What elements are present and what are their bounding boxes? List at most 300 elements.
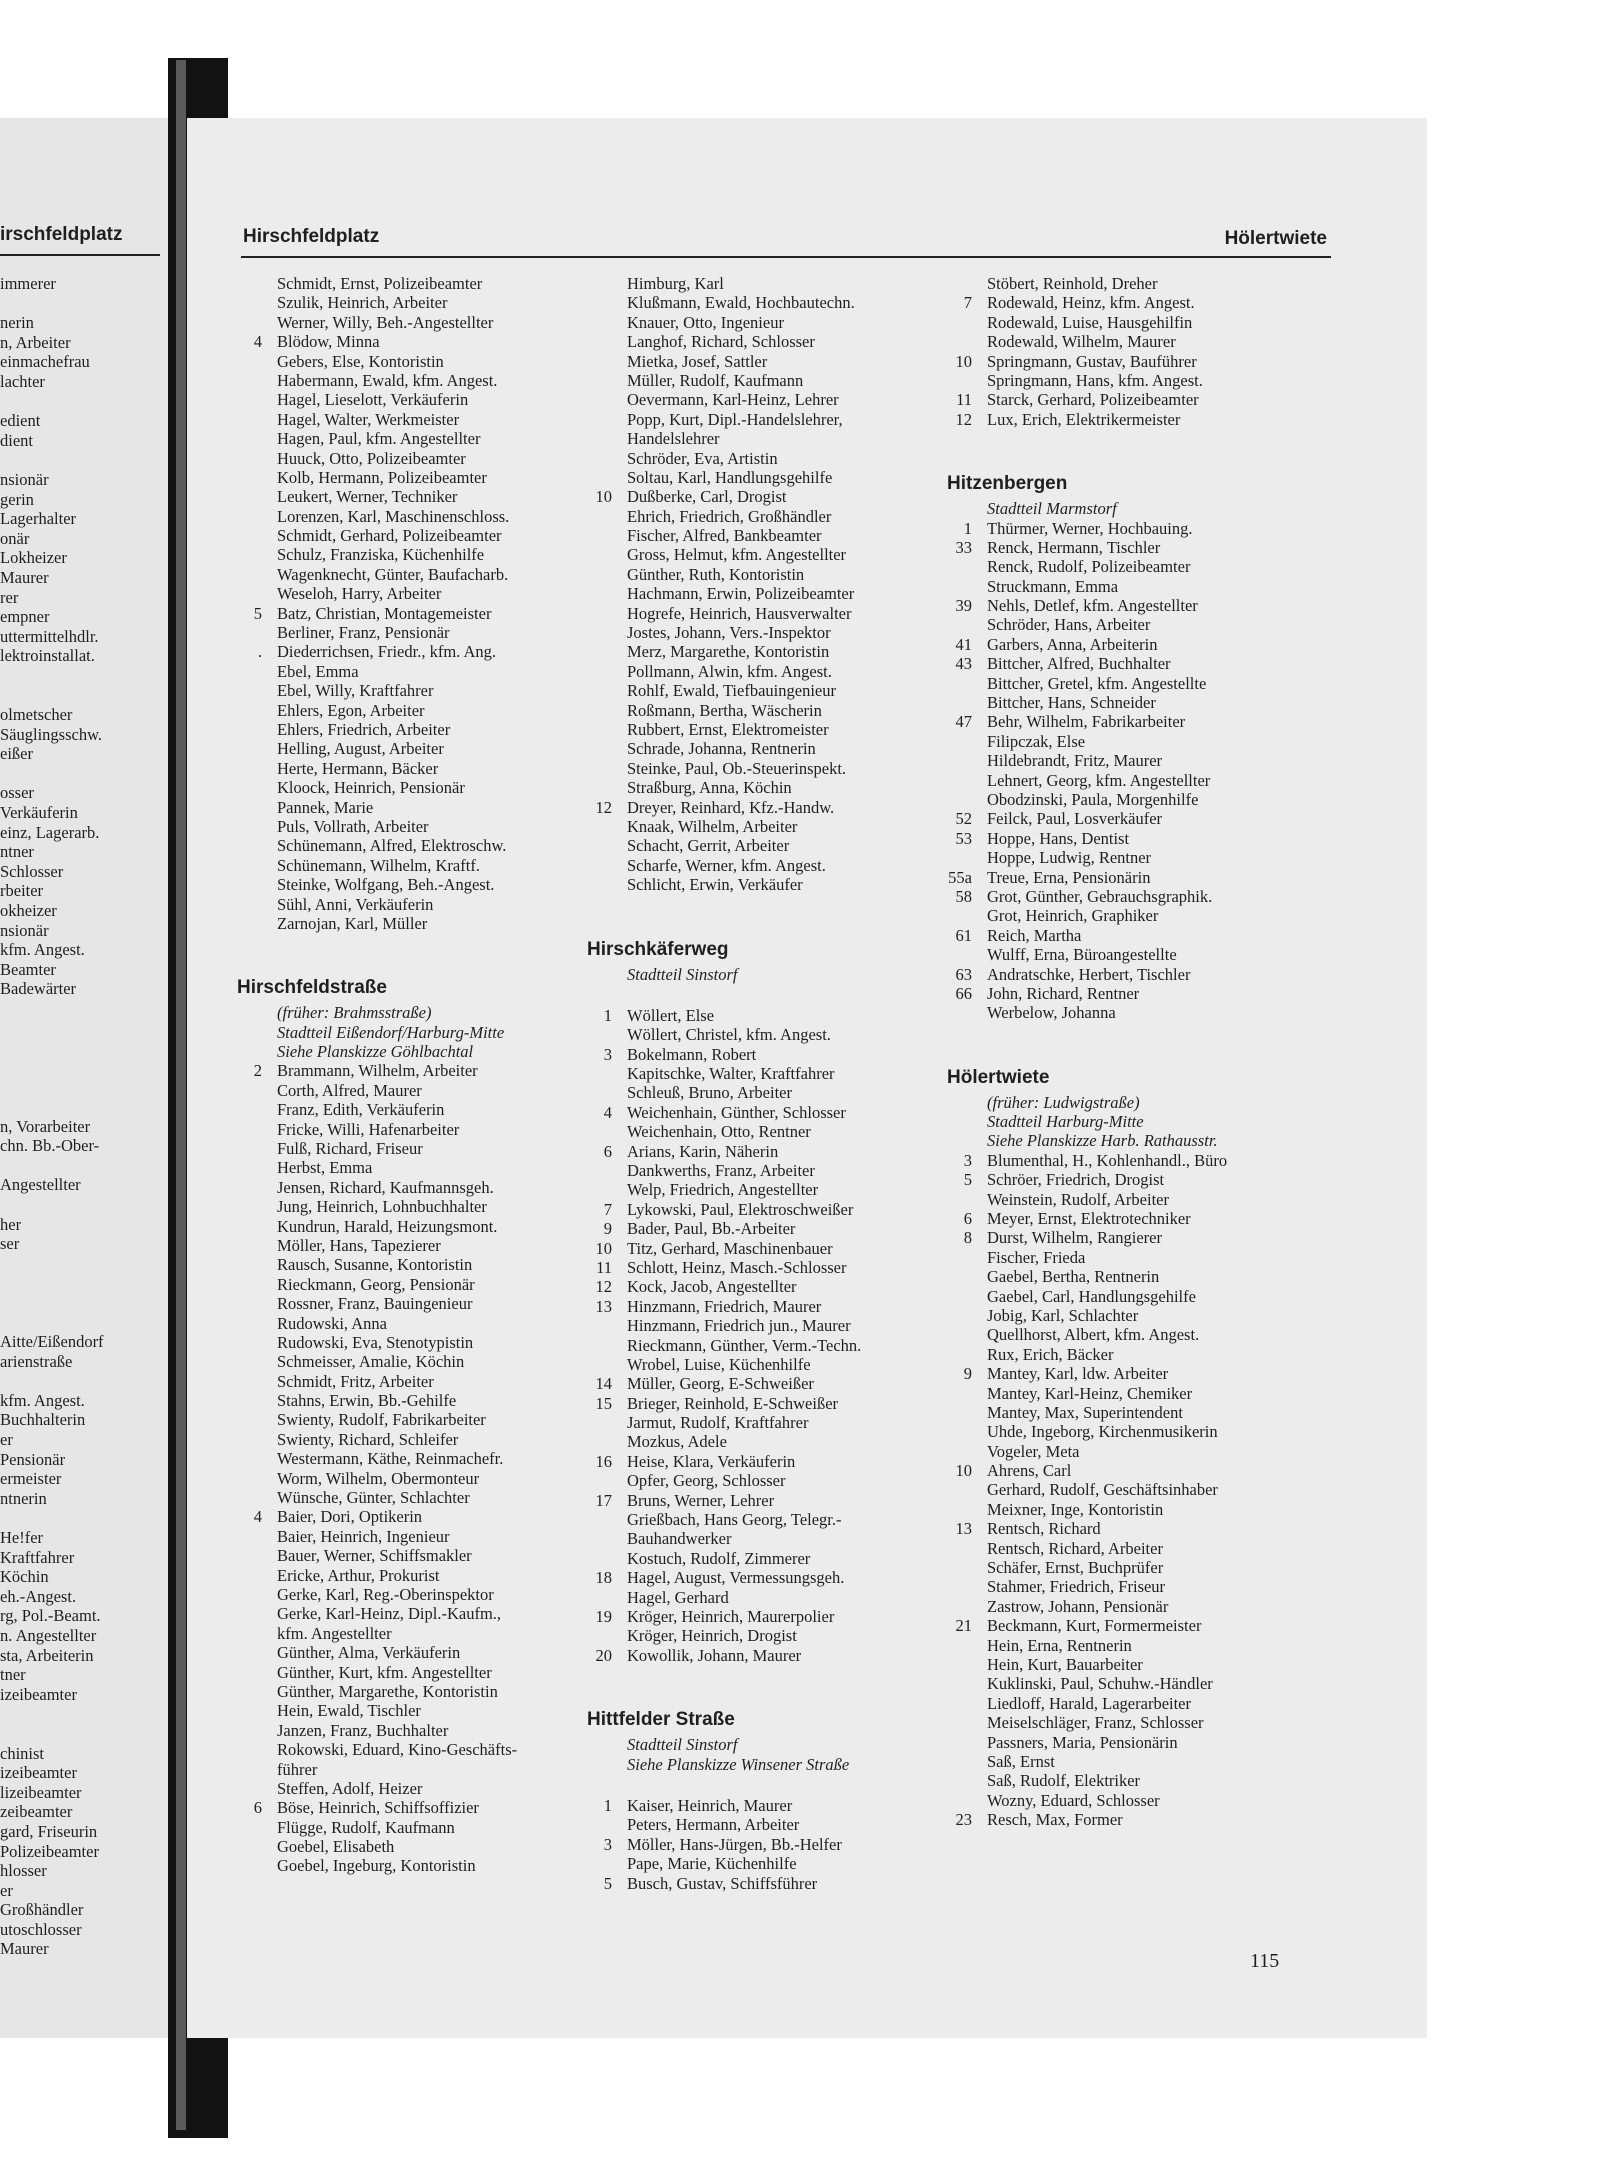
resident-name: Schröer, Friedrich, Drogist [987,1170,1165,1190]
directory-entry [937,1287,1297,1306]
resident-name: Pollmann, Alwin, kfm. Angest. [627,661,832,681]
left-page-rule [0,254,160,256]
house-number: 12 [955,409,972,429]
resident-name: Bittcher, Gretel, kfm. Angestellte [987,673,1207,693]
house-number [227,390,277,409]
directory-entry [577,1529,927,1548]
directory-entry [577,1103,927,1122]
street-heading: Hittfelder Straße [587,1709,735,1731]
left-page-line [0,999,168,1019]
resident-name: Meiselschläger, Franz, Schlosser [987,1713,1204,1733]
resident-name: Schmidt, Fritz, Arbeiter [277,1371,434,1391]
entry-list [227,274,577,933]
left-page-line: Polizeibeamter [0,1841,99,1861]
left-page-line: lektroinstallat. [0,646,95,666]
directory-entry [227,410,577,429]
directory-entry [937,390,1297,409]
house-number [937,1287,987,1306]
resident-name: Hildebrandt, Fritz, Maurer [987,751,1163,771]
entry-list [937,274,1297,429]
left-page-line: chinist [0,1743,44,1763]
directory-entry [577,623,927,642]
house-number: 16 [595,1451,612,1471]
house-number [227,565,277,584]
resident-name: Batz, Christian, Montagemeister [277,603,492,623]
directory-entry [937,906,1297,925]
house-number [227,584,277,603]
house-number [577,1854,627,1873]
house-number [937,1248,987,1267]
resident-name: Struckmann, Emma [987,576,1119,596]
resident-name: Stöbert, Reinhold, Dreher [987,274,1158,293]
directory-entry [577,352,927,371]
directory-entry [937,771,1297,790]
house-number [577,681,627,700]
house-number [577,875,627,894]
directory-entry [227,856,577,875]
directory-entry [937,1539,1297,1558]
directory-entry [937,1616,1297,1635]
resident-name: Leukert, Werner, Techniker [277,487,458,507]
resident-name: Schröder, Eva, Artistin [627,448,778,468]
house-number [937,790,987,809]
directory-entry [937,1733,1297,1752]
directory-entry [227,1682,577,1701]
resident-name: Rodewald, Luise, Hausgehilfin [987,312,1193,332]
resident-name: Herbst, Emma [277,1158,373,1178]
directory-entry [227,1217,577,1236]
house-number [937,1655,987,1674]
resident-name: Gerhard, Rudolf, Geschäftsinhaber [987,1480,1218,1500]
house-number [577,1161,627,1180]
resident-name: Jobig, Karl, Schlachter [987,1305,1139,1325]
directory-entry [937,868,1297,887]
house-number [577,545,627,564]
left-page-line: olmetscher [0,705,73,725]
directory-entry [577,1646,927,1665]
directory-entry [227,1527,577,1546]
directory-entry [227,487,577,506]
resident-name: Obodzinski, Paula, Morgenhilfe [987,789,1199,809]
resident-name: Rodewald, Heinz, kfm. Angest. [987,293,1195,313]
house-number [227,1236,277,1255]
directory-entry [937,1752,1297,1771]
directory-entry [227,759,577,778]
house-number [937,1403,987,1422]
resident-name: Schäfer, Ernst, Buchprüfer [987,1558,1164,1578]
left-page-line: n, Vorarbeiter [0,1116,91,1136]
directory-entry [937,674,1297,693]
directory-entry [227,836,577,855]
house-number [227,1217,277,1236]
directory-entry [937,1170,1297,1189]
resident-name: Bauer, Werner, Schiffsmakler [277,1546,472,1566]
directory-entry [577,1549,927,1568]
directory-entry [227,1236,577,1255]
left-page-line: eh.-Angest. [0,1586,77,1606]
left-page-line: nsionär [0,469,49,489]
house-number: 41 [955,634,972,654]
directory-entry [227,739,577,758]
resident-name: Wagenknecht, Günter, Baufacharb. [277,564,509,584]
directory-entry [577,1374,927,1393]
left-page-line [0,1508,168,1528]
house-number: 1 [603,1005,612,1025]
house-number [577,449,627,468]
directory-entry [577,1607,927,1626]
resident-name: Weichenhain, Günther, Schlosser [627,1102,846,1122]
resident-name: Wünsche, Günter, Schlachter [277,1488,470,1508]
left-page-line: tner [0,1665,26,1685]
left-page-line [0,764,168,784]
resident-name: Straßburg, Anna, Köchin [627,778,792,798]
house-number: 6 [603,1141,612,1161]
resident-name: Schlott, Heinz, Masch.-Schlosser [627,1257,847,1277]
left-page-line: uttermittelhdlr. [0,626,99,646]
directory-entry [227,507,577,526]
resident-name: Lykowski, Paul, Elektroschweißer [627,1199,854,1219]
entry-list [577,1006,927,1665]
resident-name: Dußberke, Carl, Drogist [627,487,787,507]
resident-name: Saß, Rudolf, Elektriker [987,1771,1141,1791]
resident-name: Ahrens, Carl [987,1461,1072,1481]
column-2 [577,274,927,1893]
house-number [577,759,627,778]
house-number: 18 [595,1568,612,1588]
resident-name: Arians, Karin, Näherin [627,1141,779,1161]
left-page-line: Lagerhalter [0,509,77,529]
house-number [937,1442,987,1461]
page-number: 115 [1250,1950,1280,1972]
house-number: 10 [595,1238,612,1258]
house-number [937,1003,987,1022]
directory-entry [227,1546,577,1565]
resident-name: Brammann, Wilhelm, Arbeiter [277,1061,478,1081]
directory-entry [227,1391,577,1410]
directory-entry [227,642,577,661]
left-page-line: lachter [0,371,45,391]
directory-entry [937,1519,1297,1538]
house-number [937,1674,987,1693]
directory-entry [227,875,577,894]
directory-entry [937,887,1297,906]
resident-name: Hagel, Gerhard [627,1587,729,1607]
left-page-line [0,1312,168,1332]
resident-name: Mantey, Max, Superintendent [987,1402,1183,1422]
entry-list [937,1151,1297,1830]
resident-name: Gross, Helmut, kfm. Angestellter [627,545,847,565]
resident-name: Kostuch, Rudolf, Zimmerer [627,1548,811,1568]
directory-entry [577,1258,927,1277]
directory-entry [577,701,927,720]
directory-entry [937,848,1297,867]
left-page-lines [0,274,168,1959]
house-number [227,1255,277,1274]
resident-name: Grot, Günther, Gebrauchsgraphik. [987,886,1213,906]
house-number [937,1306,987,1325]
directory-entry [227,1701,577,1720]
resident-name: Baier, Dori, Optikerin [277,1507,423,1527]
left-page [0,118,172,2038]
resident-name: Quellhorst, Albert, kfm. Angest. [987,1325,1200,1345]
left-page-line: Buchhalterin [0,1410,86,1430]
resident-name: Bruns, Werner, Lehrer [627,1490,775,1510]
resident-name: Reich, Martha [987,925,1082,945]
resident-name: Swienty, Richard, Schleifer [277,1429,459,1449]
left-page-line: Aitte/Eißendorf [0,1332,104,1352]
resident-name: Andratschke, Herbert, Tischler [987,964,1191,984]
house-number [227,1604,277,1623]
left-page-line: izeibeamter [0,1684,77,1704]
resident-name: Schmidt, Gerhard, Polizeibeamter [277,526,502,546]
house-number: 3 [603,1044,612,1064]
resident-name: Welp, Friedrich, Angestellter [627,1180,819,1200]
resident-name: Heise, Klara, Verkäuferin [627,1451,796,1471]
resident-name: Gaebel, Bertha, Rentnerin [987,1267,1160,1287]
house-number: 3 [603,1834,612,1854]
resident-name: Hinzmann, Friedrich jun., Maurer [627,1316,851,1336]
directory-entry [937,654,1297,673]
resident-name: Garbers, Anna, Arbeiterin [987,634,1158,654]
house-number [227,1100,277,1119]
resident-name: Roßmann, Bertha, Wäscherin [627,700,822,720]
directory-entry [227,1798,577,1817]
house-number [227,1178,277,1197]
house-number [577,701,627,720]
resident-name: Stahmer, Friedrich, Friseur [987,1577,1166,1597]
street-subtitle-list [577,965,927,984]
directory-entry [227,352,577,371]
resident-name: Renck, Rudolf, Polizeibeamter [987,557,1191,577]
resident-name: Dreyer, Reinhard, Kfz.-Handw. [627,797,835,817]
house-number [227,293,277,312]
resident-name: Baier, Heinrich, Ingenieur [277,1526,450,1546]
directory-entry [577,1815,927,1834]
directory-entry [937,1248,1297,1267]
directory-entry [577,1239,927,1258]
house-number [577,1815,627,1834]
left-page-line: gard, Friseurin [0,1821,98,1841]
directory-entry [227,1314,577,1333]
directory-entry [937,1403,1297,1422]
directory-entry [577,836,927,855]
directory-entry [227,1740,577,1759]
directory-entry [227,720,577,739]
left-page-header: irschfeldplatz [0,224,123,245]
resident-name: Weichenhain, Otto, Rentner [627,1122,811,1142]
house-number [937,577,987,596]
resident-name: führer [277,1759,318,1779]
left-page-line: rer [0,587,19,607]
street-heading: Hirschfeldstraße [237,977,387,999]
directory-entry [937,1422,1297,1441]
house-number [227,545,277,564]
resident-name: Ehrich, Friedrich, Großhändler [627,506,832,526]
house-number [227,1682,277,1701]
left-page-line: kfm. Angest. [0,940,85,960]
resident-name: Swienty, Rudolf, Fabrikarbeiter [277,1410,486,1430]
resident-name: Günther, Kurt, kfm. Angestellter [277,1662,492,1682]
left-page-line [0,392,168,412]
resident-name: Liedloff, Harald, Lagerarbeiter [987,1693,1192,1713]
house-number [577,720,627,739]
house-number [937,1558,987,1577]
resident-name: Rentsch, Richard, Arbeiter [987,1538,1163,1558]
left-page-line: n. Angestellter [0,1625,97,1645]
directory-entry [227,798,577,817]
house-number: 47 [955,712,972,732]
house-number: 6 [963,1209,972,1229]
left-page-line: kfm. Angest. [0,1390,85,1410]
resident-name: Rieckmann, Georg, Pensionär [277,1274,475,1294]
directory-entry [937,1655,1297,1674]
house-number [577,1064,627,1083]
resident-name: Klußmann, Ewald, Hochbautechn. [627,293,855,313]
house-number [577,1025,627,1044]
resident-name: Rausch, Susanne, Kontoristin [277,1255,473,1275]
left-page-line: izeibeamter [0,1763,77,1783]
resident-name: Jostes, Johann, Vers.-Inspektor [627,623,831,643]
house-number [227,1314,277,1333]
left-page-line: Säuglingsschw. [0,724,103,744]
column-1 [227,274,577,1876]
directory-entry [937,1500,1297,1519]
directory-entry [227,313,577,332]
house-number [577,1549,627,1568]
directory-entry [937,790,1297,809]
directory-entry [227,1255,577,1274]
resident-name: Möller, Hans-Jürgen, Bb.-Helfer [627,1834,842,1854]
house-number: 7 [603,1199,612,1219]
directory-entry [227,1469,577,1488]
resident-name: Rodewald, Wilhelm, Maurer [987,332,1176,352]
resident-name: Gaebel, Carl, Handlungsgehilfe [987,1286,1196,1306]
house-number: 15 [595,1393,612,1413]
street-heading: Hirschkäferweg [587,938,729,960]
directory-entry [577,1045,927,1064]
left-page-line: empner [0,607,50,627]
resident-name: Knaak, Wilhelm, Arbeiter [627,816,798,836]
column-3 [937,274,1297,1830]
house-number [937,1636,987,1655]
resident-name: Stahns, Erwin, Bb.-Gehilfe [277,1391,457,1411]
house-number [227,1352,277,1371]
resident-name: Rohlf, Ewald, Tiefbauingenieur [627,681,836,701]
house-number [227,875,277,894]
house-number [937,848,987,867]
house-number [577,604,627,623]
resident-name: Kapitschke, Walter, Kraftfahrer [627,1064,835,1084]
directory-entry [577,1491,927,1510]
right-page [187,118,1427,2038]
house-number: 33 [955,537,972,557]
resident-name: Schacht, Gerrit, Arbeiter [627,836,790,856]
house-number [577,817,627,836]
resident-name: Kowollik, Johann, Maurer [627,1645,802,1665]
house-number [577,1083,627,1102]
house-number [227,1624,277,1643]
left-page-line: einz, Lagerarb. [0,822,100,842]
house-number [227,1643,277,1662]
house-number: 10 [955,351,972,371]
resident-name: Scharfe, Werner, kfm. Angest. [627,855,826,875]
directory-entry [577,1854,927,1873]
entry-list [937,519,1297,1023]
resident-name: Schröder, Hans, Arbeiter [987,615,1151,635]
directory-entry [227,1430,577,1449]
house-number [577,1355,627,1374]
house-number [227,1197,277,1216]
resident-name: Westermann, Käthe, Reinmachefr. [277,1449,504,1469]
left-page-line: Verkäuferin [0,803,78,823]
street-subtitle: Stadtteil Harburg-Mitte [987,1112,1144,1132]
house-number [227,1081,277,1100]
resident-name: Resch, Max, Former [987,1810,1123,1830]
house-number [937,771,987,790]
directory-entry [227,895,577,914]
house-number [577,584,627,603]
house-number [227,1546,277,1565]
resident-name: Popp, Kurt, Dipl.-Handelslehrer, [627,409,843,429]
directory-entry [937,693,1297,712]
resident-name: Jung, Heinrich, Lohnbuchhalter [277,1197,487,1217]
directory-entry [227,1197,577,1216]
house-number [937,732,987,751]
house-number: 43 [955,654,972,674]
directory-entry [937,945,1297,964]
street-subtitle-list [577,1735,927,1774]
house-number [227,429,277,448]
resident-name: Goebel, Elisabeth [277,1837,395,1857]
directory-entry [577,720,927,739]
resident-name: Kundrun, Harald, Heizungsmont. [277,1216,498,1236]
resident-name: Weinstein, Rudolf, Arbeiter [987,1189,1169,1209]
resident-name: Nehls, Detlef, kfm. Angestellter [987,596,1198,616]
resident-name: Springmann, Gustav, Bauführer [987,351,1197,371]
directory-entry [227,371,577,390]
street-heading: Hölertwiete [947,1066,1050,1088]
resident-name: Ebel, Emma [277,661,359,681]
house-number: 63 [955,964,972,984]
house-number [937,1733,987,1752]
resident-name: Zastrow, Johann, Pensionär [987,1596,1169,1616]
resident-name: Schlicht, Erwin, Verkäufer [627,875,803,895]
house-number [227,623,277,642]
resident-name: Lorenzen, Karl, Maschinenschloss. [277,506,510,526]
house-number [227,1818,277,1837]
house-number [227,1120,277,1139]
house-number [227,1391,277,1410]
left-page-line: ermeister [0,1469,62,1489]
street-subtitle-list [937,499,1297,518]
entry-list [577,1796,927,1893]
left-page-line: Pensionär [0,1449,66,1469]
directory-entry [577,1413,927,1432]
left-page-line [0,450,168,470]
resident-name: Hagel, Walter, Werkmeister [277,409,460,429]
house-number [577,623,627,642]
directory-entry [227,817,577,836]
directory-entry [227,1120,577,1139]
house-number [937,1190,987,1209]
directory-entry [227,1333,577,1352]
directory-entry [937,1791,1297,1810]
directory-entry [937,577,1297,596]
resident-name: Titz, Gerhard, Maschinenbauer [627,1238,833,1258]
house-number [227,1449,277,1468]
directory-entry [577,798,927,817]
house-number: 5 [253,603,262,623]
